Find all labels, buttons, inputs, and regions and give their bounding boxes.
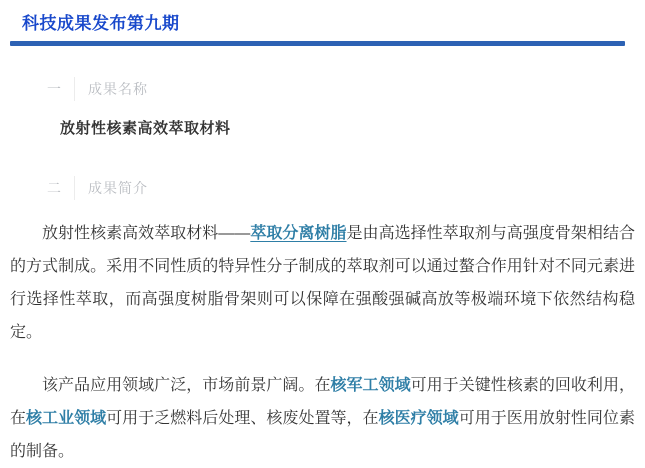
document-header <box>0 0 645 34</box>
paragraph-1-rest: 是由高选择性萃取剂与高强度骨架相结合的方式制成。采用不同性质的特异性分子制成的萃取剂可以通过螯合作用针对不同元素进行选择性萃取，而高强度树脂骨架则可以保障在强酸强碱高放等极端环境下依然结构稳定。 <box>10 225 635 341</box>
paragraph-2-segment: 可用于关键性核素的回收利用，在 <box>10 377 635 427</box>
paragraph-1 <box>10 217 635 349</box>
paragraph-2 <box>10 369 635 468</box>
section-vertical-divider <box>74 77 75 101</box>
header-divider-rule <box>10 41 625 46</box>
paragraph-2-segment: 该产品应用领域广泛，市场前景广阔。在 <box>42 377 331 394</box>
paragraph-1-prefix: 放射性核素高效萃取材料—— <box>42 225 251 242</box>
result-name: 放射性核素高效萃取材料 <box>60 120 231 137</box>
highlight-link-extraction-resin[interactable]: 萃取分离树脂 <box>250 225 347 242</box>
section-vertical-divider <box>74 176 75 200</box>
highlight-nuclear-military-field: 核军工领域 <box>330 377 411 394</box>
section-number: 二 <box>47 180 62 196</box>
section-label: 成果简介 <box>88 180 148 196</box>
intro-body <box>10 217 635 468</box>
highlight-nuclear-industry-field: 核工业领域 <box>26 410 107 427</box>
section-header-name <box>47 77 645 101</box>
section-header-intro <box>47 176 645 200</box>
section-number: 一 <box>47 81 62 97</box>
page-title: 科技成果发布第九期 <box>22 14 180 33</box>
highlight-nuclear-medical-field: 核医疗领域 <box>378 410 459 427</box>
paragraph-2-segment: 可用于乏燃料后处理、核废处置等，在 <box>106 410 379 427</box>
section-label: 成果名称 <box>88 81 148 97</box>
paragraph-2-segment: 可用于医用放射性同位素的制备。 <box>10 410 635 460</box>
